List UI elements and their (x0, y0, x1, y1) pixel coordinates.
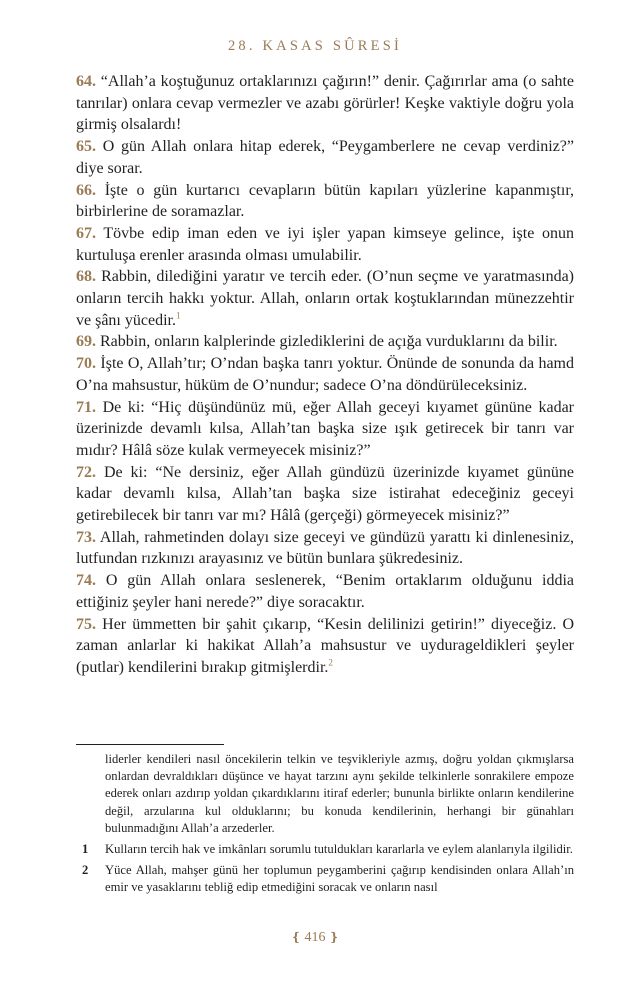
verse (76, 397, 574, 462)
verse-number: 65. (76, 138, 96, 156)
verse (76, 527, 574, 570)
verse (76, 614, 574, 679)
page-number-value: 416 (304, 930, 326, 945)
running-header: 28. KASAS SÛRESİ (227, 38, 403, 54)
footnote-ref[interactable]: 2 (328, 657, 333, 668)
verse (76, 266, 574, 331)
verse (76, 570, 574, 613)
page-number (0, 930, 630, 946)
footnote (76, 862, 574, 896)
verse-text: O gün Allah onlara hitap ederek, “Peygamberlere ne cevap verdiniz?” diye sorar. (76, 138, 575, 177)
verse-number: 69. (76, 333, 96, 351)
verse (76, 223, 574, 266)
verse-text: Tövbe edip iman eden ve iyi işler yapan kimseye gelince, işte onun kurtuluşa erenler arasında olması umulabilir. (76, 224, 575, 264)
footnotes (76, 751, 574, 901)
footnote-divider (76, 744, 224, 745)
footnote-number: 1 (82, 842, 89, 857)
verse-number: 70. (76, 355, 96, 373)
footnote (76, 751, 574, 837)
verse (76, 462, 574, 527)
verse-number: 74. (76, 572, 96, 590)
ornament-left-icon: ❴ (290, 930, 301, 944)
verse-number: 75. (76, 615, 96, 633)
verse (76, 353, 574, 396)
verse-text: “Allah’a koştuğunuz ortaklarınızı çağırın!” denir. Çağırırlar ama (o sahte tanrılar) onlara cevap vermezler ve azabı görürler! Keşke vaktiyle doğru yola girmiş olsalardı! (76, 73, 575, 134)
verse-text: O gün Allah onlara seslenerek, “Benim ortaklarım olduğunu iddia ettiğiniz şeyler hani nerede?” diye soracaktır. (76, 572, 575, 611)
verse-number: 66. (76, 181, 96, 199)
verse-number: 67. (76, 224, 96, 242)
verse-text: Rabbin, dilediğini yaratır ve tercih eder. (O’nun seçme ve yaratmasında) onların tercih hakkı yoktur. Allah, onların ortak koştuklarından münezzehtir ve şânı yücedir. (76, 268, 574, 329)
footnote-text: Kulların tercih hak ve imkânları sorumlu tutuldukları kararlarla ve eylem alanlarıyla ilgilidir. (105, 842, 573, 857)
footnote-text: Yüce Allah, mahşer günü her toplumun peygamberini çağırıp kendisinden onlara Allah’ın emir ve yasaklarını tebliğ edip etmediğini soracak ve onların nasıl (105, 863, 574, 895)
footnote (76, 841, 574, 858)
footnote-text: liderler kendileri nasıl öncekilerin telkin ve teşvikleriyle azmış, doğru yoldan çıkmışlarsa onlardan devraldıkları düşünce ve hayat tarzını aynı şekilde telkinlerle sonrakilere empoze ederek onları azdırıp yoldan çıkardıklarını itiraf ederler; bununla birlikte onların kendilerine değil, arzularına kul olduklarını; bu konuda kendilerinin, herhangi bir günahları bulunmadığını Allah’a arzederler. (105, 752, 574, 835)
verse-number: 68. (76, 268, 96, 286)
verse (76, 331, 574, 353)
verse-number: 71. (76, 398, 96, 416)
verse (76, 180, 574, 223)
verse (76, 71, 574, 136)
verse-number: 73. (76, 528, 96, 546)
verse (76, 136, 574, 179)
footnote-ref[interactable]: 1 (175, 310, 181, 321)
verse-number: 64. (76, 73, 96, 90)
verse-text: De ki: “Hiç düşündünüz mü, eğer Allah geceyi kıyamet gününe kadar üzerinizde devamlı kılsa, Allah’tan başka size ışık getirecek bir tanrı var mıdır? Hâlâ söze kulak vermeyecek misiniz?” (76, 398, 574, 459)
verse-text: İşte o gün kurtarıcı cevapların bütün kapıları yüzlerine kapanmıştır, birbirlerine de soramazlar. (76, 181, 575, 221)
verse-text: İşte O, Allah’tır; O’ndan başka tanrı yoktur. Önünde de sonunda da hamd O’na mahsustur, hüküm de O’nundur; sadece O’na döndürüleceksiniz. (76, 355, 574, 394)
verse-text: Rabbin, onların kalplerinde gizlediklerini de açığa vurduklarını da bilir. (100, 333, 558, 351)
verse-text: De ki: “Ne dersiniz, eğer Allah gündüzü üzerinizde kıyamet gününe kadar devamlı kılsa, Allah’tan başka size istirahat edeceğiniz geceyi getirebilecek bir tanrı var mı? Hâlâ (gerçeği) görmeyecek misiniz?” (76, 463, 575, 525)
ornament-right-icon: ❵ (329, 930, 340, 944)
verse-text: Her ümmetten bir şahit çıkarıp, “Kesin delilinizi getirin!” diyeceğiz. O zaman anlarlar ki hakikat Allah’a mahsustur ve uydurageldikleri şeyler (putlar) kendilerini bırakıp gitmişlerdir. (76, 615, 575, 676)
footnote-number: 2 (82, 863, 89, 878)
verse-number: 72. (76, 463, 96, 481)
verse-text: Allah, rahmetinden dolayı size geceyi ve gündüzü yarattı ki dinlenesiniz, lutfundan rızkınızı arayasınız ve bütün bunlara şükredesiniz. (76, 528, 574, 568)
verse-list (76, 71, 574, 679)
